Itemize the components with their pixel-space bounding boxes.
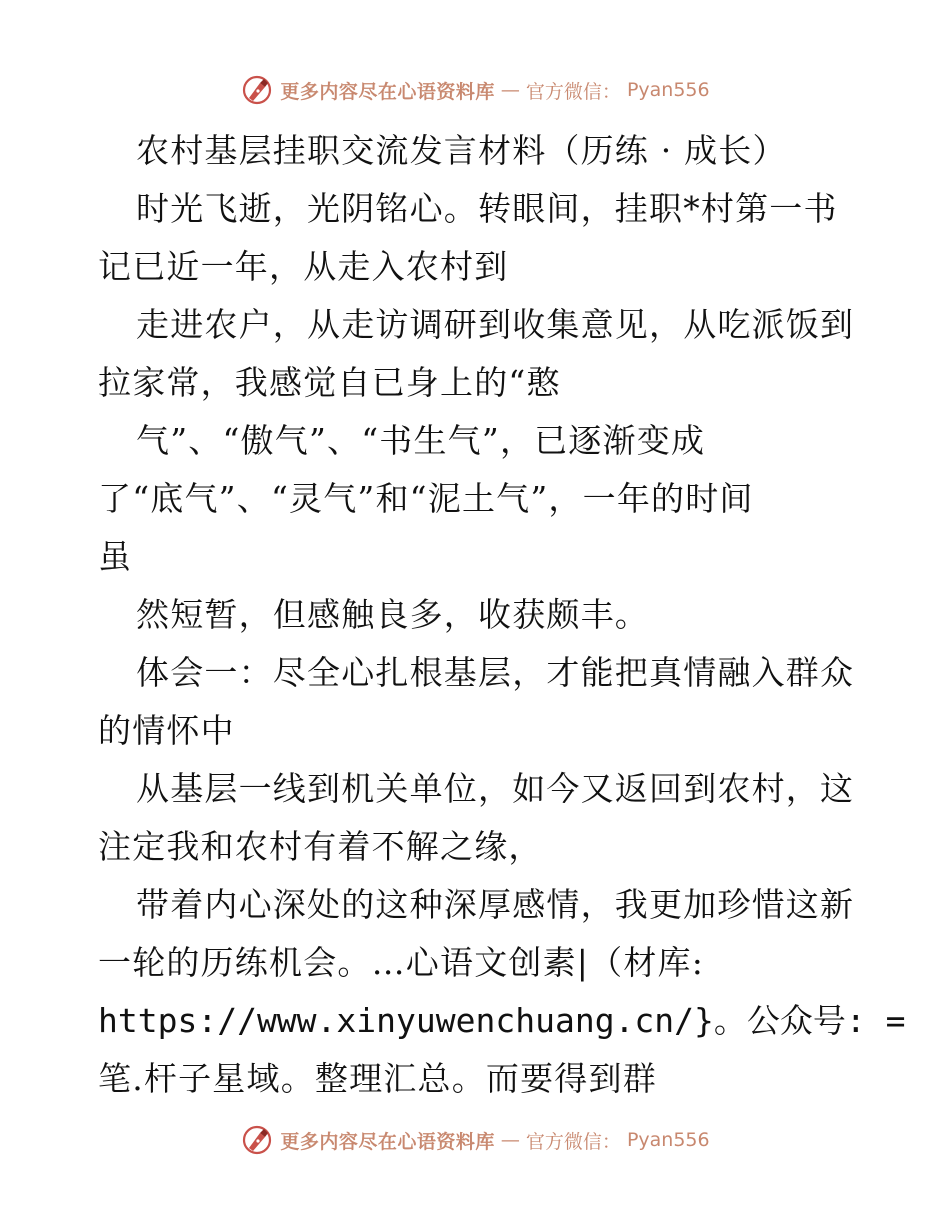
paragraph-line: 记已近一年，从走入农村到 bbox=[98, 247, 509, 286]
banner-contact-prefix: 官方微信： bbox=[525, 80, 621, 103]
paragraph-line: 笔.杆子星域。整理汇总。而要得到群 bbox=[98, 1059, 657, 1098]
banner-separator: — bbox=[500, 79, 520, 101]
pen-nib-logo-icon bbox=[240, 1123, 274, 1157]
paragraph-line: 一轮的历练机会。…心语文创素|（材库: bbox=[98, 943, 705, 982]
banner-contact-id: Pyan556 bbox=[626, 79, 710, 101]
paragraph-line: 虽 bbox=[98, 537, 133, 576]
banner-contact-prefix: 官方微信： bbox=[525, 1130, 621, 1153]
header-banner bbox=[0, 70, 950, 110]
banner-contact-id: Pyan556 bbox=[626, 1129, 710, 1151]
pen-nib-logo-icon bbox=[240, 73, 274, 107]
document-body bbox=[98, 122, 906, 1108]
paragraph-line: 拉家常，我感觉自已身上的“憨 bbox=[98, 363, 561, 402]
paragraph-line: 注定我和农村有着不解之缘， bbox=[98, 827, 543, 866]
section-heading: 体会一：尽全心扎根基层，才能把真情融入群众 bbox=[136, 653, 855, 692]
doc-title: 农村基层挂职交流发言材料（历练 · 成长） bbox=[136, 131, 787, 170]
banner-title: 更多内容尽在心语资料库 bbox=[280, 1130, 495, 1153]
footer-banner bbox=[0, 1120, 950, 1160]
banner-title: 更多内容尽在心语资料库 bbox=[280, 80, 495, 103]
banner-separator: — bbox=[500, 1129, 520, 1151]
url-line: https://www.xinyuwenchuang.cn/}。公众号: = bbox=[98, 1001, 906, 1040]
section-heading-cont: 的情怀中 bbox=[98, 711, 235, 750]
paragraph-line: 然短暂，但感触良多，收获颇丰。 bbox=[136, 595, 649, 634]
paragraph-line: 气”、“傲气”、“书生气”，已逐渐变成 bbox=[136, 421, 706, 460]
paragraph-line: 走进农户，从走访调研到收集意见，从吃派饭到 bbox=[136, 305, 855, 344]
paragraph-line: 了“底气”、“灵气”和“泥土气”，一年的时间 bbox=[98, 479, 754, 518]
paragraph-line: 带着内心深处的这种深厚感情，我更加珍惜这新 bbox=[136, 885, 855, 924]
paragraph-line: 从基层一线到机关单位，如今又返回到农村，这 bbox=[136, 769, 855, 808]
paragraph-line: 时光飞逝，光阴铭心。转眼间，挂职*村第一书 bbox=[136, 189, 838, 228]
